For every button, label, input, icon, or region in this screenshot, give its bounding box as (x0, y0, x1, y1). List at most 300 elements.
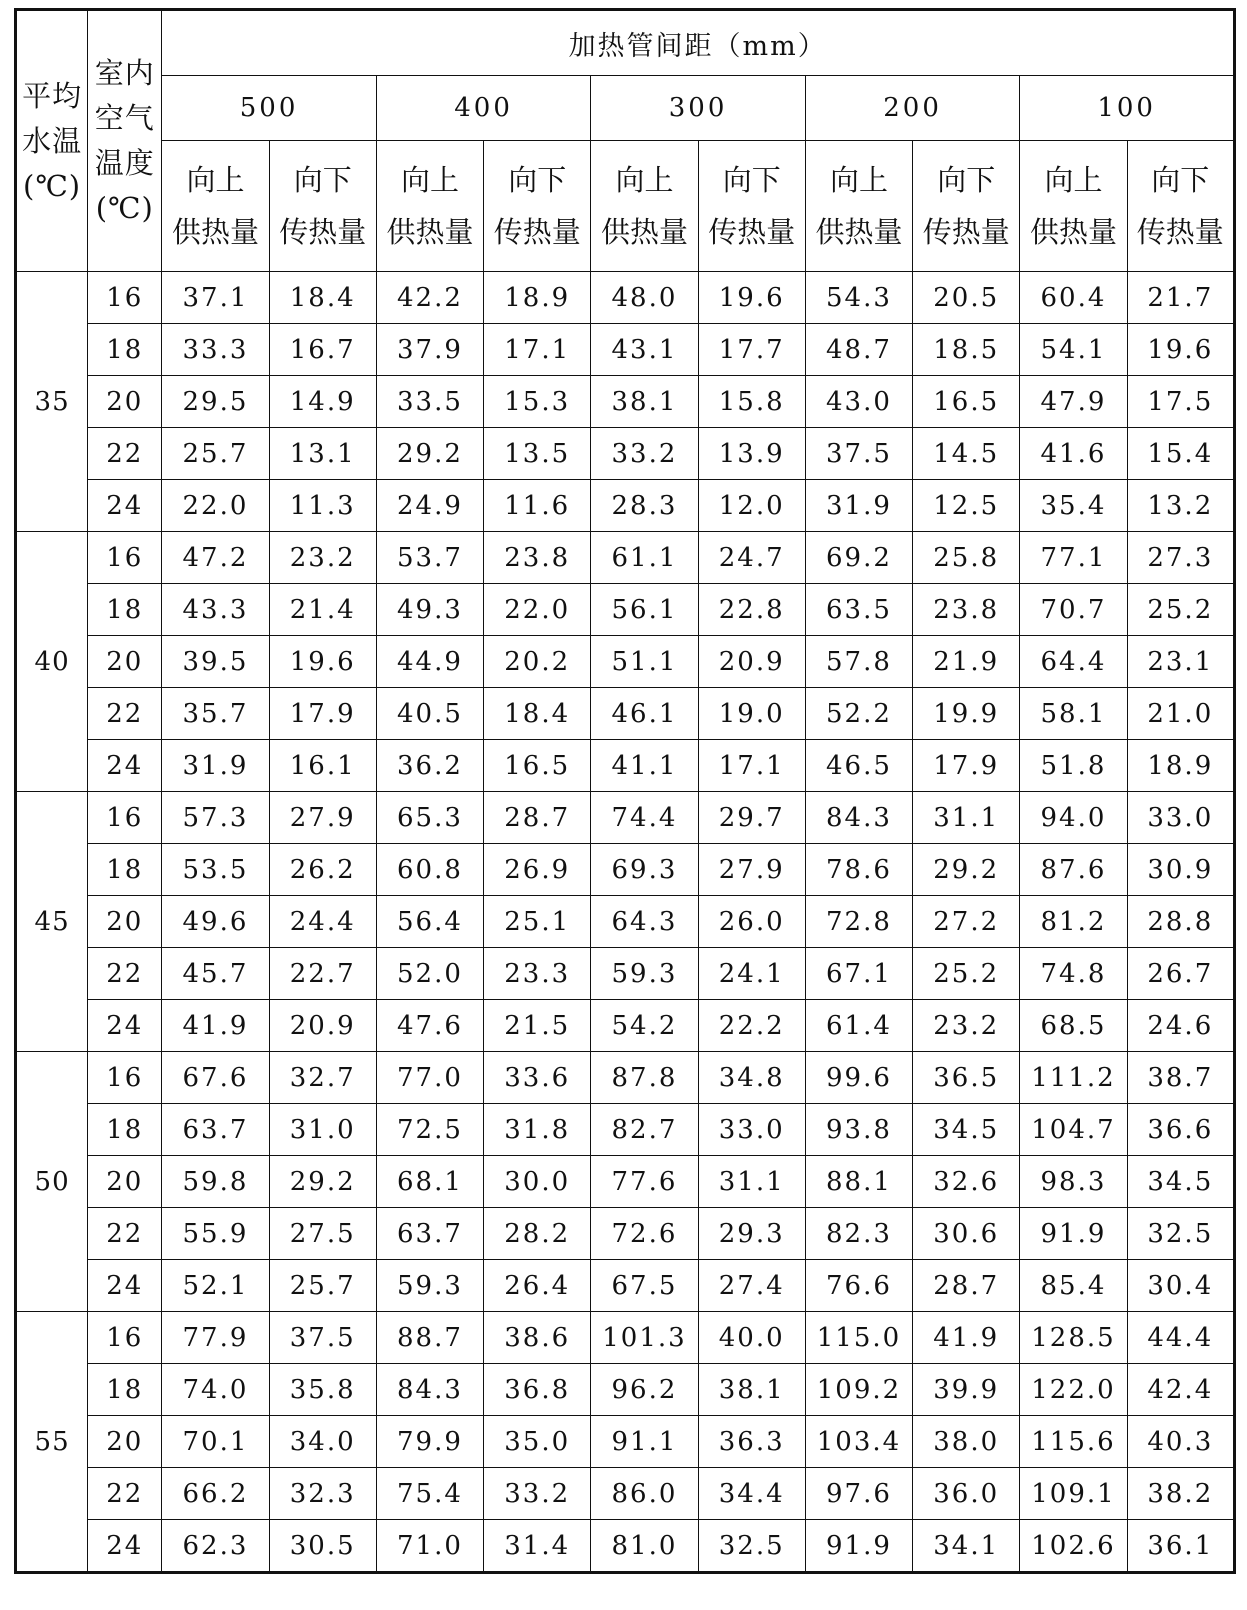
upward-heat-value: 41.6 (1020, 428, 1127, 480)
downward-heat-value: 27.4 (698, 1260, 805, 1312)
downward-heat-value: 18.5 (913, 324, 1020, 376)
downward-heat-value: 26.7 (1127, 948, 1234, 1000)
downward-heat-value: 30.4 (1127, 1260, 1234, 1312)
room-temp-cell: 24 (88, 740, 162, 792)
table-row (16, 688, 1235, 740)
room-temp-cell: 24 (88, 480, 162, 532)
upward-heat-value: 49.3 (376, 584, 483, 636)
upward-heat-value: 74.4 (591, 792, 698, 844)
downward-heat-value: 36.6 (1127, 1104, 1234, 1156)
spacing-header-row (16, 76, 1235, 141)
upward-heat-value: 56.1 (591, 584, 698, 636)
upward-heat-value: 63.7 (162, 1104, 269, 1156)
downward-heat-value: 40.0 (698, 1312, 805, 1364)
upward-heat-value: 46.5 (805, 740, 912, 792)
table-row (16, 1104, 1235, 1156)
downward-heat-value: 21.4 (269, 584, 376, 636)
header-downward-heat-line-1: 向下 (1151, 163, 1210, 197)
upward-heat-value: 122.0 (1020, 1364, 1127, 1416)
upward-heat-value: 54.3 (805, 272, 912, 324)
downward-heat-value: 38.2 (1127, 1468, 1234, 1520)
upward-heat-value: 81.2 (1020, 896, 1127, 948)
upward-heat-value: 36.2 (376, 740, 483, 792)
downward-heat-value: 27.5 (269, 1208, 376, 1260)
downward-heat-value: 29.7 (698, 792, 805, 844)
downward-heat-value: 14.5 (913, 428, 1020, 480)
room-temp-cell: 22 (88, 948, 162, 1000)
header-downward-heat-line-2: 传热量 (922, 215, 1010, 249)
downward-heat-value: 16.7 (269, 324, 376, 376)
table-row (16, 636, 1235, 688)
room-temp-cell: 18 (88, 324, 162, 376)
downward-heat-value: 31.1 (698, 1156, 805, 1208)
downward-heat-value: 15.4 (1127, 428, 1234, 480)
room-temp-cell: 18 (88, 844, 162, 896)
upward-heat-value: 67.5 (591, 1260, 698, 1312)
downward-heat-value: 23.1 (1127, 636, 1234, 688)
room-temp-cell: 22 (88, 1468, 162, 1520)
room-temp-cell: 22 (88, 688, 162, 740)
table-row (16, 740, 1235, 792)
upward-heat-value: 41.1 (591, 740, 698, 792)
upward-heat-value: 77.0 (376, 1052, 483, 1104)
upward-heat-value: 93.8 (805, 1104, 912, 1156)
downward-heat-value: 13.5 (484, 428, 591, 480)
downward-heat-value: 13.9 (698, 428, 805, 480)
downward-heat-value: 22.7 (269, 948, 376, 1000)
upward-heat-value: 64.4 (1020, 636, 1127, 688)
upward-heat-value: 86.0 (591, 1468, 698, 1520)
upward-heat-value: 60.4 (1020, 272, 1127, 324)
upward-heat-value: 84.3 (805, 792, 912, 844)
downward-heat-value: 26.0 (698, 896, 805, 948)
header-upward-heat-line-2: 供热量 (1029, 215, 1117, 249)
downward-heat-value: 13.1 (269, 428, 376, 480)
table-row (16, 376, 1235, 428)
downward-heat-value: 31.8 (484, 1104, 591, 1156)
downward-heat-value: 31.1 (913, 792, 1020, 844)
upward-heat-value: 69.2 (805, 532, 912, 584)
upward-heat-value: 31.9 (162, 740, 269, 792)
header-downward-heat-line-2: 传热量 (279, 215, 367, 249)
upward-heat-value: 68.5 (1020, 1000, 1127, 1052)
table-row (16, 1468, 1235, 1520)
downward-heat-value: 34.4 (698, 1468, 805, 1520)
downward-heat-value: 11.3 (269, 480, 376, 532)
upward-heat-value: 57.8 (805, 636, 912, 688)
downward-heat-value: 26.9 (484, 844, 591, 896)
downward-heat-value: 34.8 (698, 1052, 805, 1104)
header-upward-heat-line-1: 向上 (186, 163, 245, 197)
upward-heat-value: 64.3 (591, 896, 698, 948)
room-temp-cell: 20 (88, 376, 162, 428)
downward-heat-value: 34.5 (1127, 1156, 1234, 1208)
downward-heat-value: 40.3 (1127, 1416, 1234, 1468)
downward-heat-value: 30.9 (1127, 844, 1234, 896)
room-temp-cell: 20 (88, 896, 162, 948)
upward-heat-value: 60.8 (376, 844, 483, 896)
downward-heat-value: 16.1 (269, 740, 376, 792)
upward-heat-value: 77.6 (591, 1156, 698, 1208)
downward-heat-value: 12.5 (913, 480, 1020, 532)
upward-heat-value: 43.3 (162, 584, 269, 636)
room-temp-cell: 22 (88, 428, 162, 480)
header-upward-heat-100 (1020, 141, 1127, 272)
downward-heat-value: 18.9 (484, 272, 591, 324)
upward-heat-value: 47.9 (1020, 376, 1127, 428)
downward-heat-value: 32.5 (698, 1520, 805, 1573)
upward-heat-value: 31.9 (805, 480, 912, 532)
room-temp-cell: 24 (88, 1520, 162, 1573)
downward-heat-value: 24.7 (698, 532, 805, 584)
downward-heat-value: 28.8 (1127, 896, 1234, 948)
upward-heat-value: 85.4 (1020, 1260, 1127, 1312)
upward-heat-value: 53.7 (376, 532, 483, 584)
upward-heat-value: 91.1 (591, 1416, 698, 1468)
downward-heat-value: 38.1 (698, 1364, 805, 1416)
upward-heat-value: 52.1 (162, 1260, 269, 1312)
downward-heat-value: 18.4 (269, 272, 376, 324)
header-upward-heat-line-2: 供热量 (600, 215, 688, 249)
upward-heat-value: 45.7 (162, 948, 269, 1000)
upward-heat-value: 84.3 (376, 1364, 483, 1416)
downward-heat-value: 29.2 (913, 844, 1020, 896)
table-row (16, 1156, 1235, 1208)
downward-heat-value: 25.2 (1127, 584, 1234, 636)
upward-heat-value: 109.1 (1020, 1468, 1127, 1520)
upward-heat-value: 88.7 (376, 1312, 483, 1364)
room-temp-cell: 24 (88, 1260, 162, 1312)
upward-heat-value: 67.1 (805, 948, 912, 1000)
room-temp-cell: 16 (88, 1052, 162, 1104)
upward-heat-value: 81.0 (591, 1520, 698, 1573)
downward-heat-value: 31.4 (484, 1520, 591, 1573)
downward-heat-value: 34.5 (913, 1104, 1020, 1156)
downward-heat-value: 36.8 (484, 1364, 591, 1416)
upward-heat-value: 87.6 (1020, 844, 1127, 896)
upward-heat-value: 66.2 (162, 1468, 269, 1520)
header-downward-heat-line-2: 传热量 (708, 215, 796, 249)
header-room-temp-line-2: 空气 (94, 101, 155, 135)
table-row (16, 1364, 1235, 1416)
downward-heat-value: 20.2 (484, 636, 591, 688)
downward-heat-value: 33.6 (484, 1052, 591, 1104)
downward-heat-value: 35.8 (269, 1364, 376, 1416)
downward-heat-value: 13.2 (1127, 480, 1234, 532)
upward-heat-value: 29.2 (376, 428, 483, 480)
table-row (16, 324, 1235, 376)
downward-heat-value: 24.1 (698, 948, 805, 1000)
downward-heat-value: 31.0 (269, 1104, 376, 1156)
downward-heat-value: 30.6 (913, 1208, 1020, 1260)
room-temp-cell: 18 (88, 584, 162, 636)
upward-heat-value: 98.3 (1020, 1156, 1127, 1208)
upward-heat-value: 37.5 (805, 428, 912, 480)
upward-heat-value: 47.6 (376, 1000, 483, 1052)
downward-heat-value: 25.1 (484, 896, 591, 948)
downward-heat-value: 32.5 (1127, 1208, 1234, 1260)
upward-heat-value: 42.2 (376, 272, 483, 324)
downward-heat-value: 44.4 (1127, 1312, 1234, 1364)
room-temp-cell: 22 (88, 1208, 162, 1260)
downward-heat-value: 27.2 (913, 896, 1020, 948)
table-row (16, 1208, 1235, 1260)
downward-heat-value: 17.1 (484, 324, 591, 376)
downward-heat-value: 17.1 (698, 740, 805, 792)
upward-heat-value: 25.7 (162, 428, 269, 480)
downward-heat-value: 22.2 (698, 1000, 805, 1052)
upward-heat-value: 37.9 (376, 324, 483, 376)
upward-heat-value: 24.9 (376, 480, 483, 532)
upward-heat-value: 54.1 (1020, 324, 1127, 376)
upward-heat-value: 111.2 (1020, 1052, 1127, 1104)
downward-heat-value: 27.3 (1127, 532, 1234, 584)
upward-heat-value: 109.2 (805, 1364, 912, 1416)
downward-heat-value: 38.6 (484, 1312, 591, 1364)
heat-flux-table (14, 8, 1236, 1574)
upward-heat-value: 37.1 (162, 272, 269, 324)
upward-heat-value: 74.0 (162, 1364, 269, 1416)
header-spacing-400: 400 (376, 76, 591, 141)
downward-heat-value: 19.0 (698, 688, 805, 740)
upward-heat-value: 51.1 (591, 636, 698, 688)
water-temp-cell: 50 (16, 1052, 88, 1312)
downward-heat-value: 25.2 (913, 948, 1020, 1000)
upward-heat-value: 49.6 (162, 896, 269, 948)
upward-heat-value: 33.2 (591, 428, 698, 480)
downward-heat-value: 21.0 (1127, 688, 1234, 740)
header-spacing-300: 300 (591, 76, 806, 141)
header-upward-heat-line-1: 向上 (400, 163, 459, 197)
header-downward-heat-line-2: 传热量 (1136, 215, 1224, 249)
upward-heat-value: 41.9 (162, 1000, 269, 1052)
upward-heat-value: 22.0 (162, 480, 269, 532)
water-temp-cell: 45 (16, 792, 88, 1052)
upward-heat-value: 74.8 (1020, 948, 1127, 1000)
room-temp-cell: 16 (88, 792, 162, 844)
upward-heat-value: 77.9 (162, 1312, 269, 1364)
upward-heat-value: 61.1 (591, 532, 698, 584)
upward-heat-value: 28.3 (591, 480, 698, 532)
header-spacing-100: 100 (1020, 76, 1235, 141)
downward-heat-value: 34.0 (269, 1416, 376, 1468)
header-downward-heat-line-1: 向下 (722, 163, 781, 197)
table-row (16, 792, 1235, 844)
downward-heat-value: 25.8 (913, 532, 1020, 584)
upward-heat-value: 88.1 (805, 1156, 912, 1208)
header-water-temp-line-1: 平均 (22, 78, 83, 113)
upward-heat-value: 63.5 (805, 584, 912, 636)
upward-heat-value: 48.0 (591, 272, 698, 324)
header-spacing-500: 500 (162, 76, 377, 141)
downward-heat-value: 26.4 (484, 1260, 591, 1312)
header-upward-heat-line-2: 供热量 (815, 215, 903, 249)
table-row (16, 584, 1235, 636)
upward-heat-value: 104.7 (1020, 1104, 1127, 1156)
header-upward-heat-500 (162, 141, 269, 272)
upward-heat-value: 94.0 (1020, 792, 1127, 844)
table-container (14, 8, 1236, 1574)
header-upward-heat-line-2: 供热量 (386, 215, 474, 249)
header-downward-heat-line-1: 向下 (293, 163, 352, 197)
upward-heat-value: 96.2 (591, 1364, 698, 1416)
downward-heat-value: 33.0 (1127, 792, 1234, 844)
upward-heat-value: 115.6 (1020, 1416, 1127, 1468)
upward-heat-value: 51.8 (1020, 740, 1127, 792)
downward-heat-value: 36.1 (1127, 1520, 1234, 1573)
header-room-temp-line-3: 温度 (94, 146, 155, 180)
room-temp-cell: 18 (88, 1104, 162, 1156)
downward-heat-value: 19.9 (913, 688, 1020, 740)
upward-heat-value: 76.6 (805, 1260, 912, 1312)
downward-heat-value: 19.6 (1127, 324, 1234, 376)
upward-heat-value: 82.3 (805, 1208, 912, 1260)
upward-heat-value: 33.5 (376, 376, 483, 428)
upward-heat-value: 77.1 (1020, 532, 1127, 584)
upward-heat-value: 70.1 (162, 1416, 269, 1468)
header-upward-heat-line-1: 向上 (829, 163, 888, 197)
downward-heat-value: 11.6 (484, 480, 591, 532)
downward-heat-value: 36.5 (913, 1052, 1020, 1104)
upward-heat-value: 43.0 (805, 376, 912, 428)
downward-heat-value: 19.6 (269, 636, 376, 688)
downward-heat-value: 42.4 (1127, 1364, 1234, 1416)
sub-header-row (16, 141, 1235, 272)
downward-heat-value: 37.5 (269, 1312, 376, 1364)
downward-heat-value: 21.7 (1127, 272, 1234, 324)
downward-heat-value: 27.9 (269, 792, 376, 844)
header-water-temp (16, 10, 88, 272)
upward-heat-value: 103.4 (805, 1416, 912, 1468)
downward-heat-value: 28.2 (484, 1208, 591, 1260)
room-temp-cell: 20 (88, 636, 162, 688)
water-temp-cell: 40 (16, 532, 88, 792)
upward-heat-value: 62.3 (162, 1520, 269, 1573)
upward-heat-value: 70.7 (1020, 584, 1127, 636)
downward-heat-value: 28.7 (913, 1260, 1020, 1312)
table-row (16, 1312, 1235, 1364)
upward-heat-value: 35.4 (1020, 480, 1127, 532)
downward-heat-value: 15.3 (484, 376, 591, 428)
header-upward-heat-line-1: 向上 (615, 163, 674, 197)
upward-heat-value: 68.1 (376, 1156, 483, 1208)
table-row (16, 272, 1235, 324)
upward-heat-value: 99.6 (805, 1052, 912, 1104)
table-row (16, 480, 1235, 532)
downward-heat-value: 33.0 (698, 1104, 805, 1156)
upward-heat-value: 48.7 (805, 324, 912, 376)
water-temp-cell: 55 (16, 1312, 88, 1573)
upward-heat-value: 43.1 (591, 324, 698, 376)
downward-heat-value: 12.0 (698, 480, 805, 532)
upward-heat-value: 53.5 (162, 844, 269, 896)
header-water-temp-line-3: (℃) (23, 168, 82, 203)
upward-heat-value: 91.9 (1020, 1208, 1127, 1260)
downward-heat-value: 20.5 (913, 272, 1020, 324)
header-upward-heat-line-1: 向上 (1044, 163, 1103, 197)
header-water-temp-line-2: 水温 (22, 123, 83, 158)
upward-heat-value: 128.5 (1020, 1312, 1127, 1364)
room-temp-cell: 20 (88, 1156, 162, 1208)
downward-heat-value: 38.0 (913, 1416, 1020, 1468)
upward-heat-value: 91.9 (805, 1520, 912, 1573)
table-row (16, 1520, 1235, 1573)
downward-heat-value: 17.9 (269, 688, 376, 740)
table-row (16, 1416, 1235, 1468)
upward-heat-value: 78.6 (805, 844, 912, 896)
upward-heat-value: 33.3 (162, 324, 269, 376)
header-spacing-title: 加热管间距（mm） (162, 10, 1235, 76)
downward-heat-value: 19.6 (698, 272, 805, 324)
downward-heat-value: 17.5 (1127, 376, 1234, 428)
upward-heat-value: 47.2 (162, 532, 269, 584)
downward-heat-value: 33.2 (484, 1468, 591, 1520)
upward-heat-value: 75.4 (376, 1468, 483, 1520)
upward-heat-value: 79.9 (376, 1416, 483, 1468)
downward-heat-value: 32.3 (269, 1468, 376, 1520)
water-temp-cell: 35 (16, 272, 88, 532)
downward-heat-value: 17.9 (913, 740, 1020, 792)
header-downward-heat-line-1: 向下 (508, 163, 567, 197)
downward-heat-value: 34.1 (913, 1520, 1020, 1573)
room-temp-cell: 16 (88, 272, 162, 324)
downward-heat-value: 30.0 (484, 1156, 591, 1208)
downward-heat-value: 23.8 (484, 532, 591, 584)
downward-heat-value: 24.6 (1127, 1000, 1234, 1052)
upward-heat-value: 58.1 (1020, 688, 1127, 740)
upward-heat-value: 56.4 (376, 896, 483, 948)
room-temp-cell: 16 (88, 1312, 162, 1364)
upward-heat-value: 82.7 (591, 1104, 698, 1156)
downward-heat-value: 15.8 (698, 376, 805, 428)
header-upward-heat-200 (805, 141, 912, 272)
upward-heat-value: 69.3 (591, 844, 698, 896)
upward-heat-value: 97.6 (805, 1468, 912, 1520)
downward-heat-value: 39.9 (913, 1364, 1020, 1416)
downward-heat-value: 20.9 (269, 1000, 376, 1052)
room-temp-cell: 24 (88, 1000, 162, 1052)
downward-heat-value: 14.9 (269, 376, 376, 428)
header-room-temp (88, 10, 162, 272)
room-temp-cell: 16 (88, 532, 162, 584)
upward-heat-value: 52.0 (376, 948, 483, 1000)
upward-heat-value: 72.5 (376, 1104, 483, 1156)
downward-heat-value: 27.9 (698, 844, 805, 896)
header-downward-heat-500 (269, 141, 376, 272)
upward-heat-value: 29.5 (162, 376, 269, 428)
header-downward-heat-400 (484, 141, 591, 272)
table-row (16, 844, 1235, 896)
downward-heat-value: 16.5 (484, 740, 591, 792)
downward-heat-value: 32.7 (269, 1052, 376, 1104)
upward-heat-value: 115.0 (805, 1312, 912, 1364)
upward-heat-value: 67.6 (162, 1052, 269, 1104)
header-downward-heat-100 (1127, 141, 1234, 272)
upward-heat-value: 52.2 (805, 688, 912, 740)
room-temp-cell: 20 (88, 1416, 162, 1468)
downward-heat-value: 36.3 (698, 1416, 805, 1468)
upward-heat-value: 55.9 (162, 1208, 269, 1260)
upward-heat-value: 71.0 (376, 1520, 483, 1573)
downward-heat-value: 20.9 (698, 636, 805, 688)
downward-heat-value: 17.7 (698, 324, 805, 376)
upward-heat-value: 63.7 (376, 1208, 483, 1260)
header-spacing-200: 200 (805, 76, 1020, 141)
upward-heat-value: 59.8 (162, 1156, 269, 1208)
table-row (16, 428, 1235, 480)
downward-heat-value: 30.5 (269, 1520, 376, 1573)
upward-heat-value: 102.6 (1020, 1520, 1127, 1573)
